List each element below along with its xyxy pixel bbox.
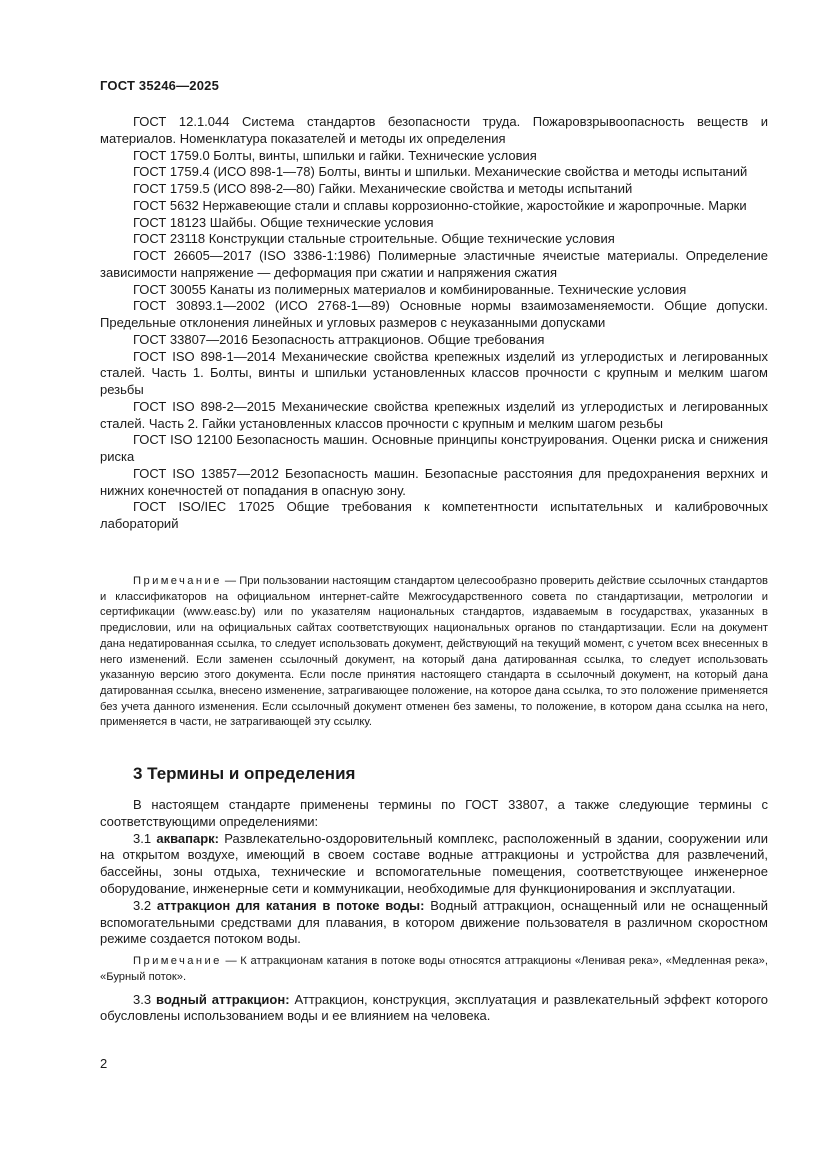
note-paragraph	[100, 574, 768, 731]
note-label: Примечание	[133, 955, 222, 968]
term-text: Аттракцион, конструкция, эксплуатация и развлекательный эффект которого обусловлены использованием воды и ее влиянием на человека.	[100, 991, 768, 1024]
reference-item: ГОСТ 5632 Нержавеющие стали и сплавы коррозионно-стойкие, жаростойкие и жаропрочные. Марки	[133, 197, 747, 213]
reference-item: ГОСТ 33807—2016 Безопасность аттракционов. Общие требования	[133, 331, 545, 347]
term-number: 3.3	[133, 991, 157, 1007]
normative-references-list	[100, 114, 768, 533]
term-number: 3.1	[133, 830, 157, 846]
reference-item: ГОСТ ISO 12100 Безопасность машин. Основные принципы конструирования. Оценки риска и снижения риска	[100, 432, 768, 464]
note-text: — При пользовании настоящим стандартом целесообразно проверить действие ссылочных стандартов и классификаторов на официальном интернет-сайте Межгосударственного совета по стандартизации, метрологии и сертификации (www.easc.by) или по указателям национальных стандартов, издаваемым в государствах, указанных в предисловии, или на официальных сайтах соответствующих национальных органов по стандартизации. Если на документ дана недатированная ссылка, то следует использовать документ, действующий на текущий момент, с учетом всех внесенных в него изменений. Если заменен ссылочный документ, на который дана датированная ссылка, то следует использовать указанную версию этого документа. Если после принятия настоящего стандарта в ссылочный документ, на который дана датированная ссылка, внесено изменение, затрагивающее положение, на которое дана ссылка, то это положение применяется без учета данного изменения. Если ссылочный документ отменен без замены, то положение, в котором дана ссылка на него, применяется в части, не затрагивающей эту ссылку.	[100, 575, 768, 729]
reference-item: ГОСТ ISO 898-2—2015 Механические свойства крепежных изделий из углеродистых и легированных сталей. Часть 2. Гайки установленных классов прочности с крупным и мелким шагом резьбы	[100, 398, 768, 431]
references-note	[100, 574, 768, 731]
term-text: Водный аттракцион, оснащенный или не оснащенный вспомогательными средствами для плавания, в котором движение пользователя в различном скоростном режиме создается потоком воды.	[100, 897, 768, 947]
reference-item: ГОСТ 23118 Конструкции стальные строительные. Общие технические условия	[133, 231, 615, 247]
note-text: — К аттракционам катания в потоке воды относятся аттракционы «Ленивая река», «Медленная река», «Бурный поток».	[100, 955, 768, 983]
term-note	[100, 954, 768, 985]
term-name: аттракцион для катания в потоке воды:	[156, 897, 425, 913]
page-number: 2	[100, 1056, 108, 1071]
note-label: Примечание	[133, 575, 222, 587]
terms-section	[100, 797, 768, 1025]
reference-item: ГОСТ ISO 13857—2012 Безопасность машин. Безопасные расстояния для предохранения верхних и нижних конечностей от попадания в опасную зону.	[100, 465, 768, 498]
reference-item: ГОСТ 12.1.044 Система стандартов безопасности труда. Пожаровзрывоопасность веществ и материалов. Номенклатура показателей и методы их определения	[100, 114, 768, 146]
term-definition	[100, 831, 768, 898]
reference-item: ГОСТ 1759.5 (ИСО 898-2—80) Гайки. Механические свойства и методы испытаний	[133, 181, 633, 196]
reference-item: ГОСТ 1759.0 Болты, винты, шпильки и гайки. Технические условия	[133, 147, 537, 163]
reference-item: ГОСТ ISO/IEC 17025 Общие требования к компетентности испытательных и калибровочных лабораторий	[100, 499, 768, 531]
reference-item: ГОСТ 1759.4 (ИСО 898-1—78) Болты, винты и шпильки. Механические свойства и методы испытаний	[133, 164, 748, 180]
reference-item: ГОСТ ISO 898-1—2014 Механические свойства крепежных изделий из углеродистых и легированных сталей. Часть 1. Болты, винты и шпильки установленных классов прочности с крупным и мелким шагом резьбы	[100, 348, 768, 397]
term-number: 3.2	[133, 897, 157, 913]
reference-item: ГОСТ 26605—2017 (ISO 3386-1:1986) Полимерные эластичные ячеистые материалы. Определение зависимости напряжение — деформация при сжатии и напряжения сжатия	[100, 248, 768, 280]
section-intro: В настоящем стандарте применены термины по ГОСТ 33807, а также следующие термины с соответствующими определениями:	[100, 797, 768, 829]
reference-item: ГОСТ 30893.1—2002 (ИСО 2768-1—89) Основные нормы взаимозаменяемости. Общие допуски. Предельные отклонения линейных и угловых размеров с неуказанными допусками	[100, 298, 768, 330]
term-definition	[100, 992, 768, 1026]
document-header: ГОСТ 35246—2025	[100, 78, 219, 93]
reference-item: ГОСТ 30055 Канаты из полимерных материалов и комбинированные. Технические условия	[133, 281, 687, 297]
section-title: 3 Термины и определения	[133, 764, 356, 783]
term-name: водный аттракцион:	[156, 991, 290, 1007]
term-text: Развлекательно-оздоровительный комплекс, расположенный в здании, сооружении или на открытом воздухе, имеющий в своем составе водные аттракционы и устройства для развлечений, бассейны, зоны отдыха, технические и вспомогательные помещения, соответствующее инженерное оборудование, инженерные сети и коммуникации, необходимые для функционирования и эксплуатации.	[100, 830, 768, 896]
reference-item: ГОСТ 18123 Шайбы. Общие технические условия	[133, 214, 434, 230]
term-name: аквапарк:	[156, 830, 220, 846]
term-definition	[100, 898, 768, 948]
